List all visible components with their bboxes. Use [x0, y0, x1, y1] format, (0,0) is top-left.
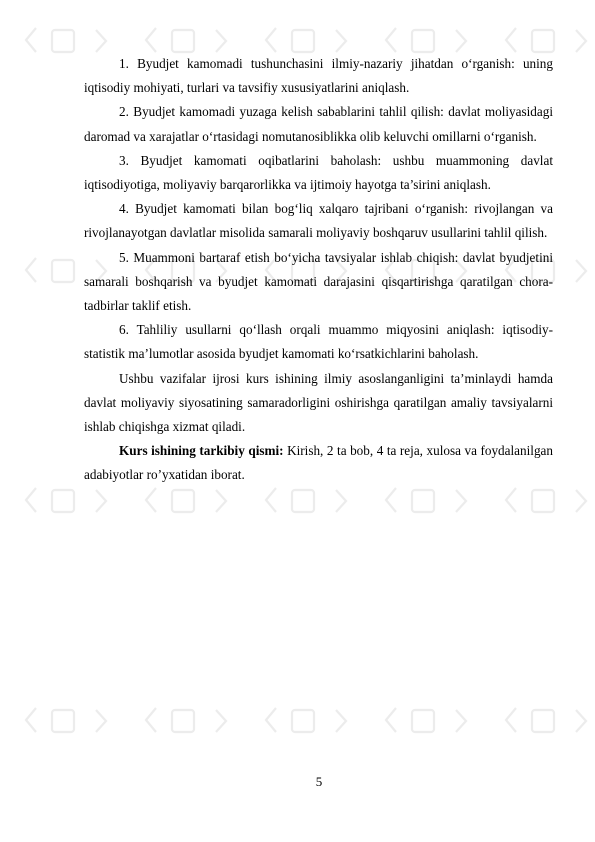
structure-label: Kurs ishining tarkibiy qismi:	[119, 443, 284, 459]
structure-text: Kirish, 2 ta bob, 4 ta reja, xulosa va foydalanilgan adabiyotlar ro’yxatidan iborat.	[84, 443, 553, 483]
task-6-paragraph: 6. Tahliliy usullarni qo‘llash orqali muammo miqyosini aniqlash: iqtisodiy-statistik ma’lumotlar asosida byudjet kamomati ko‘rsatkichlarini baholash.	[84, 322, 553, 362]
task-1-paragraph: 1. Byudjet kamomadi tushunchasini ilmiy-nazariy jihatdan o‘rganish: uning iqtisodiy mohiyati, turlari va tavsifiy xususiyatlarini aniqlash.	[84, 56, 553, 96]
page-number: 5	[315, 774, 323, 789]
body-text	[84, 52, 553, 488]
task-5-paragraph: 5. Muammoni bartaraf etish bo‘yicha tavsiyalar ishlab chiqish: davlat byudjetini samarali boshqarish va byudjet kamomati darajasini qisqartirishga qaratilgan chora-tadbirlar taklif etish.	[84, 249, 553, 314]
task-3-paragraph: 3. Byudjet kamomati oqibatlarini baholash: ushbu muammoning davlat iqtisodiyotiga, moliyaviy barqarorlikka va ijtimoiy hayotga ta’sirini aniqlash.	[84, 152, 553, 193]
task-2-paragraph: 2. Byudjet kamomadi yuzaga kelish sabablarini tahlil qilish: davlat moliyasidagi daromad va xarajatlar o‘rtasidagi nomutanosiblikka olib keluvchi omillarni o‘rganish.	[84, 104, 553, 144]
structure-paragraph	[84, 439, 553, 487]
summary-paragraph: Ushbu vazifalar ijrosi kurs ishining ilmiy asoslanganligini ta’minlaydi hamda davlat moliyaviy siyosatining samaradorligini oshirishga qaratilgan amaliy tavsiyalarni ishlab chiqishga xizmat qiladi.	[84, 370, 553, 435]
task-4-paragraph: 4. Byudjet kamomati bilan bog‘liq xalqaro tajribani o‘rganish: rivojlangan va rivojlanayotgan davlatlar misolida samarali moliyaviy boshqaruv usullarini tahlil qilish.	[84, 201, 553, 241]
